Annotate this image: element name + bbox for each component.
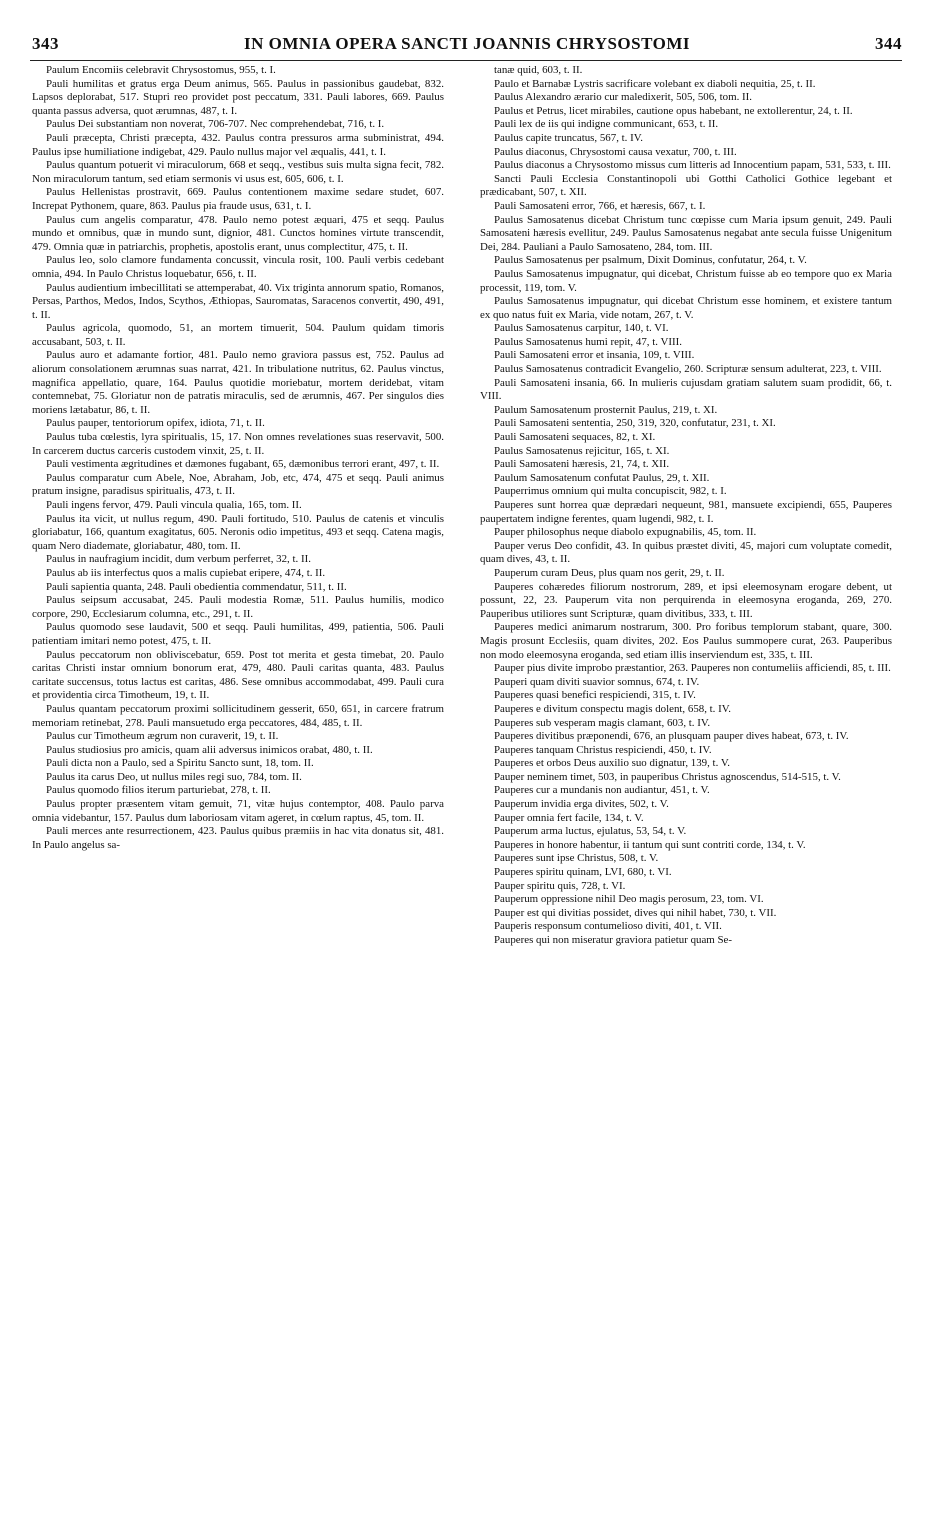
index-entry: Paulus Samosatenus contradicit Evangelio, 260. Scripturæ sensum adulterat, 223, t. VIII. — [494, 363, 882, 376]
running-header — [32, 34, 902, 60]
index-entry: Paulus Samosatenus dicebat Christum tunc cœpisse cum Maria ipsum genuit, 249. Pauli Samosateni hæresis evellitur, 249. Paulus Samosatenus negabat ante secula fuisse Unigenitum Dei, 284. Pauliani a Paulo Samosateno, 284, tom. III. — [480, 213, 892, 253]
index-entry: Pauperes cohæredes filiorum nostrorum, 289, et ipsi eleemosynam erogare debent, ut possunt, 22, 23. Pauperum vita non perquirenda in eleemosyna eroganda, 269, 270. Pauperibus utiliores sunt Scripturæ, quam divitibus, 333, t. III. — [480, 580, 892, 620]
index-entry: Paulus tuba cœlestis, lyra spiritualis, 15, 17. Non omnes revelationes suas reservavit, 500. In carcerem ductus carceris custodem vinxit, 25, t. II. — [32, 431, 444, 457]
page-number-right: 344 — [875, 34, 902, 53]
index-entry: Paulus quantam peccatorum proximi sollicitudinem gesserit, 650, 651, in carcere fratrum memoriam retinebat, 278. Pauli mansuetudo erga peccatores, 484, 485, t. II. — [32, 702, 444, 729]
index-entry: Pauli Samosateni sententia, 250, 319, 320, confutatur, 231, t. XI. — [494, 417, 776, 430]
index-entry: Pauperum invidia erga divites, 502, t. V. — [494, 798, 669, 811]
left-column — [32, 64, 444, 1526]
index-entry: tanæ quid, 603, t. II. — [494, 64, 583, 76]
index-entry: Paulus quomodo filios iterum parturiebat, 278, t. II. — [46, 784, 271, 797]
index-entry: Pauperes sunt ipse Christus, 508, t. V. — [494, 852, 659, 865]
index-entry: Pauperes quasi benefici respiciendi, 315, t. IV. — [494, 689, 696, 702]
index-entry: Paulus ita carus Deo, ut nullus miles regi suo, 784, tom. II. — [46, 770, 302, 783]
index-entry: Pauperes in honore habentur, ii tantum qui sunt contriti corde, 134, t. V. — [494, 838, 806, 851]
index-entry: Paulus Samosatenus per psalmum, Dixit Dominus, confutatur, 264, t. V. — [494, 254, 807, 267]
index-entry: Pauli præcepta, Christi præcepta, 432. Paulus contra pressuros arma subministrat, 494. Paulus ipse humiliatione indigebat, 429. Paulo nullus major vel æqualis, 441, t. I. — [32, 131, 444, 158]
running-title: IN OMNIA OPERA SANCTI JOANNIS CHRYSOSTOMI — [243, 34, 691, 53]
index-entry: Paulus quantum potuerit vi miraculorum, 668 et seqq., vestibus suis multa signa fecit, 782. Non miraculorum tantum, sed etiam sermonis vi usus est, 605, 606, t. I. — [32, 159, 444, 185]
index-entry: Paulus peccatorum non obliviscebatur, 659. Post tot merita et gesta timebat, 20. Paulo caritas Christi instar omnium bonorum erat, 479, 480. Pauli caritas quanta, 483. Paulus caritate succensus, totus lactus est caritas, 486. Sese omnibus accommodabat, 499. Pauli cura et providentia circa Timotheum, 19, t. II. — [32, 648, 444, 702]
index-entry: Pauli Samosateni error et insania, 109, t. VIII. — [494, 349, 695, 362]
index-entry: Pauperes e divitum conspectu magis dolent, 658, t. IV. — [494, 702, 731, 715]
index-entry: Pauperum curam Deus, plus quam nos gerit, 29, t. II. — [494, 566, 725, 579]
index-entry: Pauli humilitas et gratus erga Deum animus, 565. Paulus in passionibus gaudebat, 832. Lapsos deplorabat, 517. Stupri reo providet post peccatum, 331. Pauli labores, 669. Paulus quanta passus adversa, quot ærumnas, 487, t. I. — [32, 77, 444, 117]
index-entry: Paulum Samosatenum confutat Paulus, 29, t. XII. — [494, 471, 710, 484]
index-entry: Pauperes qui non miseratur graviora patietur quam Se- — [494, 934, 733, 946]
index-entry: Pauper spiritu quis, 728, t. VI. — [494, 879, 626, 892]
index-entry: Pauperrimus omnium qui multa concupiscit, 982, t. I. — [494, 485, 727, 498]
index-entry: Paulus et Petrus, licet mirabiles, cautione opus habebant, ne extollerentur, 24, t. II. — [494, 104, 853, 117]
index-entry: Paulus diaconus, Chrysostomi causa vexatur, 700, t. III. — [494, 145, 737, 158]
index-entry: Pauli Samosateni hæresis, 21, 74, t. XII. — [494, 458, 670, 471]
index-entry: Paulus quomodo sese laudavit, 500 et seqq. Pauli humilitas, 499, patientia, 506. Pauli patientiam imitari nemo potest, 475, t. II. — [32, 621, 444, 647]
index-entry: Paulo et Barnabæ Lystris sacrificare volebant ex diaboli nequitia, 25, t. II. — [494, 77, 816, 90]
index-entry: Pauli merces ante resurrectionem, 423. Paulus quibus præmiis in hac vita donatus sit, 481. In Paulo angelus sa- — [32, 825, 444, 851]
index-entry: Paulus Samosatenus impugnatur, qui dicebat, Christum fuisse ab eo tempore quo ex Maria processit, 119, tom. V. — [480, 267, 892, 294]
index-entry: Pauperes sunt horrea quæ deprædari nequeunt, 981, mansuete excipiendi, 655, Pauperes paupertatem indigne ferentes, quam lugendi, 982, t. I. — [480, 499, 892, 525]
index-entry: Pauli ingens fervor, 479. Pauli vincula qualia, 165, tom. II. — [46, 499, 302, 511]
index-entry: Pauperes medici animarum nostrarum, 300. Pro foribus templorum stabant, quare, 300. Magis prosunt Ecclesiis, quam divites, 202. Eos Paulus summopere curat, 263. Pauperibus non modo eleemosyna eroganda, sed etiam illis inserviendum est, 335, t. III. — [480, 621, 892, 661]
index-entry: Pauperum arma luctus, ejulatus, 53, 54, t. V. — [494, 825, 687, 838]
page-number-left: 343 — [32, 34, 59, 53]
index-entry: Pauli Samosateni insania, 66. In mulieris cujusdam gratiam salutem suam prodidit, 66, t. VIII. — [480, 376, 892, 403]
index-entry: Pauli sapientia quanta, 248. Pauli obedientia commendatur, 511, t. II. — [46, 580, 347, 593]
index-entry: Paulus agricola, quomodo, 51, an mortem timuerit, 504. Paulum quidam timoris accusabant, 503, t. II. — [32, 322, 444, 348]
index-entry: Pauli dicta non a Paulo, sed a Spiritu Sancto sunt, 18, tom. II. — [46, 757, 314, 770]
index-entry: Pauperes et orbos Deus auxilio suo dignatur, 139, t. V. — [494, 757, 731, 770]
index-entry: Paulus cur Timotheum ægrum non curaverit, 19, t. II. — [46, 730, 279, 743]
index-entry: Pauper omnia fert facile, 134, t. V. — [494, 811, 644, 824]
index-entry: Paulus Samosatenus rejicitur, 165, t. XI. — [494, 444, 670, 457]
index-entry: Paulum Samosatenum prosternit Paulus, 219, t. XI. — [494, 403, 718, 416]
index-entry: Paulus auro et adamante fortior, 481. Paulo nemo graviora passus est, 752. Paulus ad aliorum consolationem ærumnas suas narrat, 421. In tribulatione nutritus, 62. Paulus vinctus, magnifica appellatio, quare, 164. Paulus quotidie moriebatur, mortem deridebat, vitam contemnebat, 75. Gloriatur non de patratis miraculis, sed de ærumnis, 467. Per singulos dies moriens lætabatur, 86, t. II. — [32, 349, 444, 416]
index-entry: Pauperes tanquam Christus respiciendi, 450, t. IV. — [494, 743, 712, 756]
index-entry: Pauli Samosateni sequaces, 82, t. XI. — [494, 431, 656, 444]
index-entry: Paulus leo, solo clamore fundamenta concussit, vincula rosit, 100. Pauli verbis cedebant omnia, 494. In Paulo Christus loquebatur, 656, t. II. — [32, 254, 444, 280]
index-entry: Pauperes divitibus præponendi, 676, an plusquam pauper dives habeat, 673, t. IV. — [494, 730, 849, 743]
index-entry: Pauperes spiritu quinam, LVI, 680, t. VI. — [494, 866, 672, 879]
index-entry: Paulus capite truncatus, 567, t. IV. — [494, 131, 643, 144]
index-entry: Paulus Alexandro ærario cur maledixerit, 505, 506, tom. II. — [494, 91, 752, 104]
index-entry: Pauperis responsum contumelioso diviti, 401, t. VII. — [494, 920, 722, 933]
index-entry: Pauli vestimenta ægritudines et dæmones fugabant, 65, dæmonibus terrori erant, 497, t. II. — [46, 458, 440, 471]
index-entry: Pauper neminem timet, 503, in pauperibus Christus agnoscendus, 514-515, t. V. — [494, 770, 841, 783]
index-entry: Paulus ita vicit, ut nullus regum, 490. Pauli fortitudo, 510. Paulus de catenis et vinculis gloriabatur, 166, quantum exagitatus, 605. Neronis odio impetitus, 493 et seqq. Catena magis, quam Nero diademate, gloriabatur, 480, tom. II. — [32, 512, 444, 552]
header-rule — [30, 60, 902, 61]
index-entry: Paulus comparatur cum Abele, Noe, Abraham, Job, etc, 474, 475 et seqq. Pauli animus pratum insigne, paradisus spiritualis, 473, t. II. — [32, 471, 444, 498]
index-entry: Pauper philosophus neque diabolo expugnabilis, 45, tom. II. — [494, 526, 757, 539]
index-entry: Paulus audientium imbecillitati se attemperabat, 40. Vix triginta annorum spatio, Romanos, Persas, Parthos, Medos, Indos, Scythos, Æthiopas, Sauromatas, Saracenos convertit, 490, 491, t. II. — [32, 281, 444, 321]
index-entry: Pauper pius divite improbo præstantior, 263. Pauperes non contumeliis afficiendi, 85, t. III. — [494, 662, 891, 675]
index-entry: Paulus propter præsentem vitam gemuit, 71, vitæ hujus contemptor, 408. Paulo parva omnia videbantur, 157. Paulus dum laboriosam vitam ageret, in cœlum raptus, 45, tom. II. — [32, 798, 444, 824]
index-entry: Pauperes sub vesperam magis clamant, 603, t. IV. — [494, 716, 711, 729]
index-entry: Paulus Hellenistas prostravit, 669. Paulus contentionem maxime sedare studet, 607. Increpat Pythonem, quare, 863. Paulus pia fraude usus, 631, t. I. — [32, 186, 444, 212]
index-entry: Paulus diaconus a Chrysostomo missus cum litteris ad Innocentium papam, 531, 533, t. III. — [494, 159, 891, 172]
index-entry: Pauper verus Deo confidit, 43. In quibus præstet diviti, 45, majori cum voluptate comedit, quam dives, 43, t. II. — [480, 539, 892, 566]
index-entry: Paulus pauper, tentoriorum opifex, idiota, 71, t. II. — [46, 417, 265, 430]
index-entry: Paulus Samosatenus humi repit, 47, t. VIII. — [494, 335, 682, 348]
index-entry: Paulus seipsum accusabat, 245. Pauli modestia Romæ, 511. Paulus humilis, modico corpore, 290, Ecclesiarum columna, etc., 291, t. II. — [32, 594, 444, 620]
index-entry: Paulus cum angelis comparatur, 478. Paulo nemo potest æquari, 475 et seqq. Paulus mundo et omnibus, quæ in mundo sunt, dignior, 481. Cunctos homines virtute transcendit, 479. Omnia quæ in patriarchis, prophetis, apostolis erant, unus complectitur, 475, t. II. — [32, 213, 444, 253]
index-entry: Paulus Samosatenus carpitur, 140, t. VI. — [494, 322, 669, 335]
index-entry: Sancti Pauli Ecclesia Constantinopoli ubi Gotthi Catholici Gothice legebant et prædicabant, 507, t. XII. — [480, 172, 892, 199]
index-entry: Pauperi quam diviti suavior somnus, 674, t. IV. — [494, 675, 700, 688]
index-entry: Paulum Encomiis celebravit Chrysostomus, 955, t. I. — [46, 64, 276, 76]
index-entry: Paulus studiosius pro amicis, quam alii adversus inimicos orabat, 480, t. II. — [46, 743, 373, 756]
index-entry: Paulus ab iis interfectus quos a malis cupiebat eripere, 474, t. II. — [46, 566, 326, 579]
right-column — [480, 64, 892, 1526]
index-entry: Pauperes cur a mundanis non audiantur, 451, t. V. — [494, 784, 710, 797]
index-entry: Paulus Dei substantiam non noverat, 706-707. Nec comprehendebat, 716, t. I. — [46, 118, 385, 131]
index-entry: Pauli Samosateni error, 766, et hæresis, 667, t. I. — [494, 199, 706, 212]
index-entry: Pauper est qui divitias possidet, dives qui nihil habet, 730, t. VII. — [494, 906, 777, 919]
index-entry: Paulus in naufragium incidit, dum verbum perferret, 32, t. II. — [46, 553, 311, 566]
index-entry: Paulus Samosatenus impugnatur, qui dicebat Christum esse hominem, et existere tantum ex quo natus fuit ex Maria, vide notam, 267, t. V. — [480, 295, 892, 321]
index-entry: Pauli lex de iis qui indigne communicant, 653, t. II. — [494, 118, 719, 131]
index-entry: Pauperum oppressione nihil Deo magis perosum, 23, tom. VI. — [494, 893, 764, 906]
